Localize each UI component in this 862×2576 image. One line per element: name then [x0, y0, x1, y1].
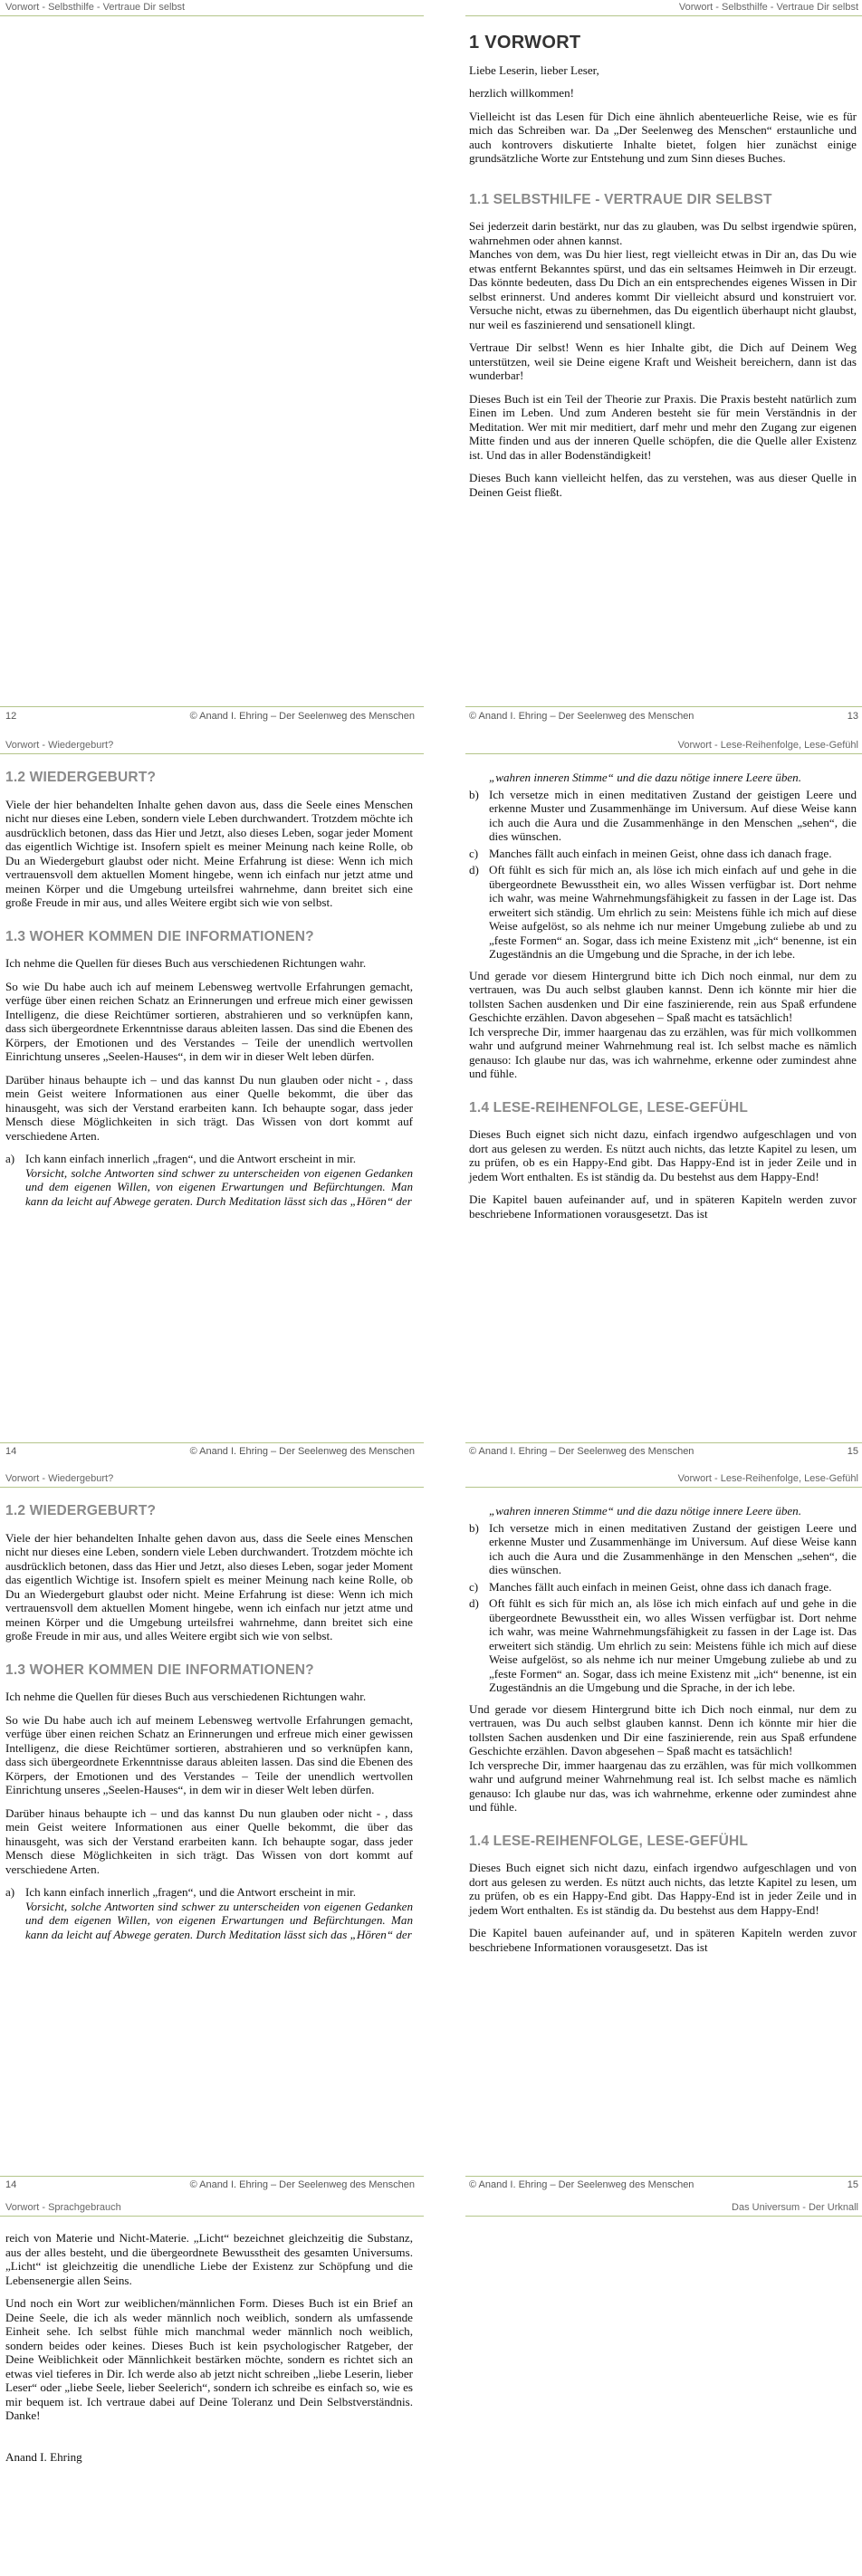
- page-number-right: 13: [847, 711, 858, 722]
- header-rule-left: [0, 15, 424, 16]
- paragraph: Die Kapitel bauen aufeinander auf, und in späteren Kapiteln werden zuvor beschriebene Informationen vorausgesetzt. Das ist: [469, 1926, 857, 1954]
- spread-pages-14-15-b: [0, 1471, 862, 2190]
- running-header-right: Das Universum - Der Urknall: [732, 2202, 858, 2213]
- section-title-1-1: 1.1 SELBSTHILFE - VERTRAUE DIR SELBST: [469, 191, 772, 207]
- list-item-c: [469, 847, 857, 861]
- list-item-a: [5, 1885, 413, 1941]
- section-title-1-2: 1.2 WIEDERGEBURT?: [5, 1503, 157, 1518]
- header-rule-right: [465, 2216, 862, 2217]
- paragraph: Dieses Buch eignet sich nicht dazu, einfach irgendwo aufgeschlagen und von dort aus gelesen zu werden. Es nützt auch nichts, das letzte Kapitel zu lesen, um zu prüfen, ob es ein Happy-End gibt. Das Happy-End ist in jeder Zeile und in jedem Wort enthalten. Es ist ständig da. Du bestehst aus dem Happy-End!: [469, 1127, 857, 1183]
- paragraph: Darüber hinaus behaupte ich – und das kannst Du nun glauben oder nicht - , dass mein Geist weitere Informationen aus einer Quelle bekommt, die über das hinausgeht, was sich der Verstand erarbeiten kann. Ich behaupte sogar, dass jeder Mensch diese Möglichkeiten in sich trägt. Das Wissen von dort kommt auf verschiedene Arten.: [5, 1072, 413, 1143]
- author-signature: Anand I. Ehring: [5, 2449, 82, 2464]
- page-14-body: [5, 771, 413, 1211]
- paragraph: So wie Du habe auch ich auf meinem Lebensweg wertvolle Erfahrungen gemacht, verfüge über einen reichen Schatz an Erinnerungen und erfreue mich einer gewissen Intelligenz, die diese Reichtümer sortieren, abstrahieren und so verknüpfen kann, dass sich übergeordnete Erkenntnisse daraus ableiten lassen. Das sind die Ebenen des Körpers, der Emotionen und des Verstandes – Teile der unendlich wertvollen Einrichtung unseres „Seelen-Hauses“, in dem wir in dieser Welt leben dürfen.: [5, 979, 413, 1063]
- list-item-text: Oft fühlt es sich für mich an, als löse ich mich einfach auf und gehe in die übergeordnete Bewusstheit ein, wo alles Wissen verfügbar ist. Dort nehme ich wahr, was meine Wahrnehmungsfähigkeit zu fassen in der Lage ist. Das erweitert sich ständig. Um ehrlich zu sein: Meistens fühle ich mich auf diese Weise aufgelöst, so als nehme ich nur meiner Umgebung zuliebe ab und zu „feste Formen“ an. Sogar, dass ich meine Existenz mit „ich“ benenne, ist ein Zugeständnis an die Umgebung und die Sprache, in der ich lebe.: [489, 1596, 857, 1694]
- list-item-d: [469, 1596, 857, 1695]
- page-number-left: 12: [5, 711, 17, 722]
- paragraph: Sei jederzeit darin bestärkt, nur das zu glauben, was Du selbst irgendwie spüren, wahrnehmen oder ahnen kannst.: [469, 219, 857, 247]
- list-item-a: [5, 1152, 413, 1208]
- running-header-left: Vorwort - Sprachgebrauch: [5, 2202, 121, 2213]
- paragraph: Ich nehme die Quellen für dieses Buch aus verschiedenen Richtungen wahr.: [5, 956, 367, 970]
- list-item-text: Ich kann einfach innerlich „fragen“, und die Antwort erscheint in mir.: [25, 1885, 357, 1899]
- header-rule-right: [465, 753, 862, 754]
- list-item-b: [469, 788, 857, 844]
- paragraph: Dieses Buch ist ein Teil der Theorie zur Praxis. Die Praxis besteht natürlich zum Einen im Leben. Und zum Anderen besteht sie für mein Verständnis in der Meditation. Wer mit mir meditiert, darf mehr und mehr den Zugang zur eigenen Mitte finden und aus der inneren Quelle schöpfen, die die Quelle aller Existenz ist. Und das in aller Bodenständigkeit!: [469, 391, 857, 462]
- list-item-text: Ich versetze mich in einen meditativen Zustand der geistigen Leere und erkenne Muster und Zusammenhänge im Universum. Auf diese Weise kann ich auch die Aura und die Zusammenhänge in den Menschen „sehen“, die dies wünschen.: [489, 1520, 857, 1576]
- paragraph: Viele der hier behandelten Inhalte gehen davon aus, dass die Seele eines Menschen nicht nur dieses eine Leben, sondern viele Leben durchwandert. Trotzdem möchte ich ausdrücklich betonen, dass das Hier und Jetzt, also dieses Leben, sogar jeder Moment das eigentlich Wichtige ist. Insofern spielt es meiner Meinung nach keine Rolle, ob Du an Wiedergeburt glaubst oder nicht. Meine Erfahrung ist diese: Wenn ich mich vertrauensvoll dem aktuellen Moment hingebe, wenn ich einfach nur jetzt atme und meinen Körper und die Umgebung urteilsfrei wahrnehme, dann breitet sich eine große Freude in mir aus, und alles Weitere ergibt sich wie von selbst.: [5, 797, 413, 909]
- section-title-1-3: 1.3 WOHER KOMMEN DIE INFORMATIONEN?: [5, 928, 314, 944]
- running-header-right: Vorwort - Selbsthilfe - Vertraue Dir selbst: [678, 2, 858, 13]
- list-marker: b): [469, 1520, 479, 1535]
- page-15-body: [469, 771, 857, 1230]
- paragraph: Vertraue Dir selbst! Wenn es hier Inhalte gibt, die Dich auf Deinem Weg unterstützen, weil sie Deine eigene Kraft und Weisheit bereichern, dann ist das wunderbar!: [469, 340, 857, 382]
- list-item-note: „wahren inneren Stimme“ und die dazu nötige innere Leere üben.: [489, 1504, 801, 1518]
- paragraph: Ich nehme die Quellen für dieses Buch aus verschiedenen Richtungen wahr.: [5, 1690, 367, 1703]
- section-title-1-4: 1.4 LESE-REIHENFOLGE, LESE-GEFÜHL: [469, 1833, 749, 1849]
- list-marker: d): [469, 863, 479, 876]
- list-marker: a): [5, 1152, 15, 1165]
- paragraph: Und gerade vor diesem Hintergrund bitte ich Dich noch einmal, nur dem zu vertrauen, was Du auch selbst glauben kannst. Denn ich könnte mir hier die tollsten Sachen ausdenken und Dir eine faszinierende, rein aus Spaß erfundene Geschichte erzählen. Davon abgesehen – Spaß macht es tatsächlich!: [469, 1701, 857, 1757]
- header-rule-right: [465, 1487, 862, 1488]
- list-marker: d): [469, 1596, 479, 1610]
- paragraph: So wie Du habe auch ich auf meinem Lebensweg wertvolle Erfahrungen gemacht, verfüge über einen reichen Schatz an Erinnerungen und erfreue mich einer gewissen Intelligenz, die diese Reichtümer sortieren, abstrahieren und so verknüpfen kann, dass sich übergeordnete Erkenntnisse daraus ableiten lassen. Das sind die Ebenen des Körpers, der Emotionen und des Verstandes – Teile der unendlich wertvollen Einrichtung unseres „Seelen-Hauses“, in dem wir in dieser Welt leben dürfen.: [5, 1712, 413, 1796]
- footer-copyright-right: © Anand I. Ehring – Der Seelenweg des Menschen: [469, 1446, 694, 1457]
- list-item-a-continued: [469, 1504, 857, 1518]
- spread-pages-14-15-a: [0, 738, 862, 1457]
- section-title-1-3: 1.3 WOHER KOMMEN DIE INFORMATIONEN?: [5, 1661, 314, 1678]
- paragraph: Die Kapitel bauen aufeinander auf, und in späteren Kapiteln werden zuvor beschriebene Informationen vorausgesetzt. Das ist: [469, 1192, 857, 1221]
- footer-rule-left: [0, 706, 424, 707]
- running-header-right: Vorwort - Lese-Reihenfolge, Lese-Gefühl: [677, 740, 858, 751]
- paragraph: Ich verspreche Dir, immer haargenau das zu erzählen, was für mich vollkommen wahr und aufgrund meiner Wahrnehmung real ist. Ich selbst mache es nämlich genauso: Ich glaube nur das, was ich wahrnehme, erkenne oder zumindest ahne und fühle.: [469, 1024, 857, 1080]
- paragraph: Ich verspreche Dir, immer haargenau das zu erzählen, was für mich vollkommen wahr und aufgrund meiner Wahrnehmung real ist. Ich selbst mache es nämlich genauso: Ich glaube nur das, was ich wahrnehme, erkenne oder zumindest ahne und fühle.: [469, 1757, 857, 1814]
- intro-paragraph: Vielleicht ist das Lesen für Dich eine ähnlich abenteuerliche Reise, wie es für mich das Schreiben war. Da „Der Seelenweg des Menschen“ erstaunliche und auch kontrovers diskutierte Inhalte bietet, folgen hier zunächst einige grundsätzliche Worte zur Entstehung und zum Sinn dieses Buches.: [469, 109, 857, 165]
- footer-rule-right: [465, 1442, 862, 1443]
- footer-rule-left: [0, 1442, 424, 1443]
- list-marker: b): [469, 787, 479, 801]
- header-rule-right: [465, 15, 862, 16]
- header-rule-left: [0, 1487, 424, 1488]
- chapter-title: 1 VORWORT: [469, 33, 581, 53]
- welcome: herzlich willkommen!: [469, 86, 574, 100]
- list-item-text: Ich kann einfach innerlich „fragen“, und die Antwort erscheint in mir.: [25, 1152, 357, 1165]
- spread-pages-12-13: [0, 0, 862, 724]
- page-number-right: 15: [847, 2179, 858, 2190]
- footer-copyright-right: © Anand I. Ehring – Der Seelenweg des Menschen: [469, 2179, 694, 2190]
- list-item-b: [469, 1521, 857, 1577]
- spread-partial: [0, 2200, 862, 2576]
- footer-rule-left: [0, 2176, 424, 2177]
- section-title-1-2: 1.2 WIEDERGEBURT?: [5, 770, 157, 785]
- running-header-left: Vorwort - Selbsthilfe - Vertraue Dir selbst: [5, 2, 186, 13]
- page-number-left: 14: [5, 2179, 17, 2190]
- paragraph: Und gerade vor diesem Hintergrund bitte ich Dich noch einmal, nur dem zu vertrauen, was Du auch selbst glauben kannst. Denn ich könnte mir hier die tollsten Sachen ausdenken und Dir eine faszinierende, rein aus Spaß erfundene Geschichte erzählen. Davon abgesehen – Spaß macht es tatsächlich!: [469, 968, 857, 1024]
- running-header-right: Vorwort - Lese-Reihenfolge, Lese-Gefühl: [677, 1473, 858, 1484]
- page-13-body: [469, 33, 857, 508]
- page-number-left: 14: [5, 1446, 17, 1457]
- list-item-d: [469, 863, 857, 962]
- paragraph: Viele der hier behandelten Inhalte gehen davon aus, dass die Seele eines Menschen nicht nur dieses eine Leben, sondern viele Leben durchwandert. Trotzdem möchte ich ausdrücklich betonen, dass das Hier und Jetzt, also dieses Leben, sogar jeder Moment das eigentlich Wichtige ist. Insofern spielt es meiner Meinung nach keine Rolle, ob Du an Wiedergeburt glaubst oder nicht. Meine Erfahrung ist diese: Wenn ich mich vertrauensvoll dem aktuellen Moment hingebe, wenn ich einfach nur jetzt atme und meinen Körper und die Umgebung urteilsfrei wahrnehme, dann breitet sich eine große Freude in mir aus, und alles Weitere ergibt sich wie von selbst.: [5, 1530, 413, 1642]
- footer-copyright-left: © Anand I. Ehring – Der Seelenweg des Menschen: [189, 1446, 415, 1457]
- page-number-right: 15: [847, 1446, 858, 1457]
- paragraph: Manches von dem, was Du hier liest, regt vielleicht etwas in Dir an, das Du wie etwas entfernt Bekanntes spürst, und das ein seltsames Heimweh in Dir erzeugt. Das könnte bedeuten, dass Du Dich an ein entsprechendes eigenes Wissen in Dir selbst erinnerst. Und anderes kommt Dir vielleicht absurd und konstruiert vor. Versuche nicht, etwas zu übernehmen, das Du eigentlich überhaupt nicht glaubst, nur weil es faszinierend und sensationell klingt.: [469, 247, 857, 331]
- header-rule-left: [0, 753, 424, 754]
- list-marker: c): [469, 846, 479, 860]
- footer-copyright-right: © Anand I. Ehring – Der Seelenweg des Menschen: [469, 711, 694, 722]
- paragraph: Dieses Buch eignet sich nicht dazu, einfach irgendwo aufgeschlagen und von dort aus gelesen zu werden. Es nützt auch nichts, das letzte Kapitel zu lesen, um zu prüfen, ob es ein Happy-End gibt. Das Happy-End ist in jeder Zeile und in jedem Wort enthalten. Es ist ständig da. Du bestehst aus dem Happy-End!: [469, 1861, 857, 1917]
- footer-copyright-left: © Anand I. Ehring – Der Seelenweg des Menschen: [189, 711, 415, 722]
- list-item-c: [469, 1580, 857, 1594]
- greeting: Liebe Leserin, lieber Leser,: [469, 62, 599, 77]
- list-item-note: Vorsicht, solche Antworten sind schwer zu unterscheiden von eigenen Gedanken und dem eigenen Willen, von eigenen Erwartungen und Befürchtungen. Man kann da leicht auf Abwege geraten. Durch Meditation lässt sich das „Hören“ der: [25, 1165, 413, 1208]
- page-body-left: [5, 2231, 413, 2473]
- footer-rule-right: [465, 2176, 862, 2177]
- list-item-text: Manches fällt auch einfach in meinen Geist, ohne dass ich danach frage.: [489, 846, 832, 860]
- footer-rule-right: [465, 706, 862, 707]
- running-header-left: Vorwort - Wiedergeburt?: [5, 740, 114, 751]
- list-item-a-continued: [469, 771, 857, 785]
- paragraph: reich von Materie und Nicht-Materie. „Licht“ bezeichnet gleichzeitig die Substanz, aus der alles besteht, und die übergeordnete Bewusstheit des gesamten Universums. „Licht“ ist gleichzeitig die unendliche Liebe der Existenz zur Schöpfung und die Lebensenergie allen Seins.: [5, 2231, 413, 2287]
- paragraph: Dieses Buch kann vielleicht helfen, das zu verstehen, was aus dieser Quelle in Deinen Geist fließt.: [469, 471, 857, 499]
- page-14-body: [5, 1504, 413, 1944]
- running-header-left: Vorwort - Wiedergeburt?: [5, 1473, 114, 1484]
- list-item-note: Vorsicht, solche Antworten sind schwer zu unterscheiden von eigenen Gedanken und dem eigenen Willen, von eigenen Erwartungen und Befürchtungen. Man kann da leicht auf Abwege geraten. Durch Meditation lässt sich das „Hören“ der: [25, 1899, 413, 1941]
- section-title-1-4: 1.4 LESE-REIHENFOLGE, LESE-GEFÜHL: [469, 1099, 749, 1116]
- list-marker: a): [5, 1885, 15, 1899]
- paragraph: Und noch ein Wort zur weiblichen/männlichen Form. Dieses Buch ist ein Brief an Deine Seele, die ich als weder männlich noch weiblich, sondern als umfassende Einheit sehe. Ich selbst fühle mich manchmal weder männlich noch weiblich, sondern beides oder keines. Dieses Buch ist kein psychologischer Ratgeber, der Deine Weiblichkeit oder Männlichkeit bestärken möchte, sondern es richtet sich an etwas viel tieferes in Dir. Ich werde also ab jetzt nicht schreiben „liebe Leserin, lieber Leser“ oder „liebe Seele, lieber Seelerich“, sondern ich schreibe es einfach so, wie es mir bequem ist. Ich vertraue dabei auf Deine Toleranz und Dein Selbstverständnis. Danke!: [5, 2296, 413, 2422]
- header-rule-left: [0, 2216, 424, 2217]
- list-item-text: Oft fühlt es sich für mich an, als löse ich mich einfach auf und gehe in die übergeordnete Bewusstheit ein, wo alles Wissen verfügbar ist. Dort nehme ich wahr, was meine Wahrnehmungsfähigkeit zu fassen in der Lage ist. Das erweitert sich ständig. Um ehrlich zu sein: Meistens fühle ich mich auf diese Weise aufgelöst, so als nehme ich nur meiner Umgebung zuliebe ab und zu „feste Formen“ an. Sogar, dass ich meine Existenz mit „ich“ benenne, ist ein Zugeständnis an die Umgebung und die Sprache, in der ich lebe.: [489, 863, 857, 961]
- list-item-text: Manches fällt auch einfach in meinen Geist, ohne dass ich danach frage.: [489, 1579, 832, 1594]
- page-15-body: [469, 1504, 857, 1963]
- list-item-note: „wahren inneren Stimme“ und die dazu nötige innere Leere üben.: [489, 771, 801, 784]
- footer-copyright-left: © Anand I. Ehring – Der Seelenweg des Menschen: [189, 2179, 415, 2190]
- list-item-text: Ich versetze mich in einen meditativen Zustand der geistigen Leere und erkenne Muster und Zusammenhänge im Universum. Auf diese Weise kann ich auch die Aura und die Zusammenhänge in den Menschen „sehen“, die dies wünschen.: [489, 787, 857, 843]
- paragraph: Darüber hinaus behaupte ich – und das kannst Du nun glauben oder nicht - , dass mein Geist weitere Informationen aus einer Quelle bekommt, die über das hinausgeht, was sich der Verstand erarbeiten kann. Ich behaupte sogar, dass jeder Mensch diese Möglichkeiten in sich trägt. Das Wissen von dort kommt auf verschiedene Arten.: [5, 1805, 413, 1876]
- list-marker: c): [469, 1579, 479, 1594]
